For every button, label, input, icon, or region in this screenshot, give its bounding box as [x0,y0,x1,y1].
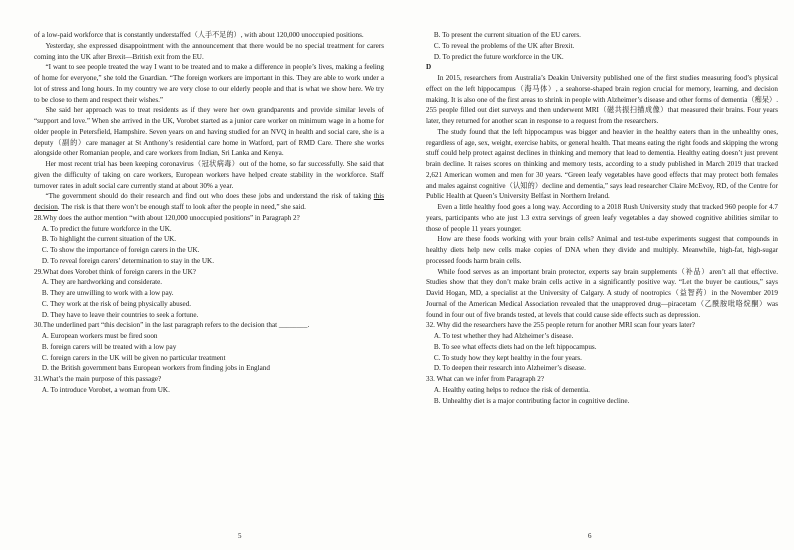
paragraph: The study found that the left hippocampus was bigger and heavier in the healthy eaters than in the unhealthy ones, regardless of age, sex, weight, exercise habits, or general health. That means eating the right foods and skipping the wrong stuff could help protect against declines in thinking and memory that lead to dementia. Healthy eating doesn’t just prevent brain decline. It raises scores on thinking and memory tests, according to a study published in March 2019 that tracked 2,621 American women and men for 30 years. “Green leafy vegetables have good effects that may protect both females and males against cognitive（认知的）decline and dementia,” says lead researcher Claire McEvoy, RD, of the Centre for Public Health at Queen’s University Belfast in Northern Ireland. [426,127,778,201]
answer-option: A. Healthy eating helps to reduce the risk of dementia. [433,385,590,394]
answer-option: A. European workers must be fired soon [41,332,158,340]
paragraph: “I want to see people treated the way I want to be treated and to make a difference in people’s lives, making a feeling of home for everyone,” she told the Guardian. “The foreign workers are important in this. They are able to work under a lot of stress and long hours. In my country we are very close to our elderly people and that is what we show here. We try to be close to them and respect their wishes.” [34,63,384,104]
answer-option: D. To predict the future workforce in the UK. [433,52,564,61]
question-stem: 28.Why does the author mention “with about 120,000 unoccupied positions” in Paragraph 2? [34,213,300,222]
paragraph: Yesterday, she expressed disappointment with the announcement that there would be no special treatment for carers coming into the UK after Brexit—British exit from the EU. [34,41,384,61]
right-column [426,30,778,406]
text-run: . The risk is that there won’t be enough staff to look after the people in need,” she said. [57,203,306,211]
question-stem: 31.What’s the main purpose of this passage? [34,375,162,383]
answer-option: C. To study how they kept healthy in the four years. [433,353,582,362]
answer-option: B. foreign carers will be treated with a low pay [41,342,177,351]
answer-option: D. To deepen their research into Alzheimer’s disease. [433,364,586,373]
paragraph: She said her approach was to treat residents as if they were her own grandparents and provide similar levels of “support and love.” When she arrived in the UK, Vorobet started as a junior care worker on minimum wage in a home for older people in Petersfield, Hampshire. Seven years on and having studied for an NVQ in health and social care, she is a deputy（副的）care manager at St Anthony’s residential care home in Watford, part of RMD Care. There she works alongside other Romanian people, and care workers from Indian, Sri Lanka and Kenya. [34,106,384,158]
answer-option: B. Unhealthy diet is a major contributing factor in cognitive decline. [433,396,630,405]
answer-option: D. the British government bans European workers from finding jobs in England [41,364,270,373]
answer-option: B. They are unwilling to work with a low pay. [41,289,174,297]
answer-option: B. To present the current situation of the EU carers. [433,31,581,39]
answer-option: D. They have to leave their countries to seek a fortune. [41,310,199,319]
paragraph: How are these foods working with your brain cells? Animal and test-tube experiments suggest that compounds in healthy diets help new cells make copies of DNA when they divide and multiply. Meanwhile, high-fat, high-sugar processed foods harm brain cells. [426,235,778,265]
answer-option: D. To reveal foreign carers’ determination to stay in the UK. [41,256,214,265]
paragraph [34,191,384,213]
answer-option: A. To predict the future workforce in the UK. [41,224,172,233]
answer-option: B. To see what effects diets had on the left hippocampus. [433,342,597,351]
answer-option: C. To show the importance of foreign carers in the UK. [41,246,200,254]
paragraph: Even a little healthy food goes a long way. According to a 2018 Rush University study that tracked 960 people for 4.7 years, participants who ate just 1.3 extra servings of green leafy vegetables a day showed cognitive abilities similar to those of people 11 years younger. [426,203,778,233]
underlined-phrase: this decision [34,192,384,211]
answer-option: A. To test whether they had Alzheimer’s disease. [433,332,574,340]
paragraph: Her most recent trial has been keeping coronavirus（冠状病毒）out of the home, so far successfully. She said that given the difficulty of taking on care workers, European workers have helped create stability in the workforce. Staff turnover rates in adult social care currently stand at about 30% a year. [34,160,384,190]
paragraph: While food serves as an important brain protector, experts say brain supplements（补品）aren’t all that effective. Studies show that they don’t make brain cells active in a significantly positive way. “Let the buyer be cautious,” says David Hogan, MD, a specialist at the University of Calgary. A study of nootropics（益智药）in the November 2019 Journal of the American Medical Association revealed that the unapproved drug—piracetam（乙酰胺吡咯烷酮）was found in four out of five brands tested, at levels that could cause side effects such as depression. [426,267,778,319]
answer-option: B. To highlight the current situation of the UK. [41,235,177,244]
answer-option: C. They work at the risk of being physically abused. [41,299,192,308]
left-column [34,30,384,396]
question-stem: 30.The underlined part “this decision” in the last paragraph refers to the decision that ________. [34,321,310,330]
question-stem: 32. Why did the researchers have the 255 people return for another MRI scan four years later? [426,321,695,330]
text-run: “The government should do their research and find out who does these jobs and understand the risk of taking [45,192,374,201]
section-label: D [426,63,432,72]
question-stem: 33. What can we infer from Paragraph 2? [426,375,545,383]
answer-option: A. To introduce Vorobet, a woman from UK. [41,385,170,394]
answer-option: C. foreign carers in the UK will be given no particular treatment [41,353,226,362]
page-number: 5 [238,532,242,540]
answer-option: A. They are hardworking and considerate. [41,278,163,287]
paragraph: In 2015, researchers from Australia’s Deakin University published one of the first studies measuring food’s physical effect on the left hippocampus（海马体）, a seahorse-shaped brain region crucial for memory, learning, and decision making. It is also one of the first areas to shrink in people with Alzheimer’s disease and other forms of dementia（痴呆）. 255 people filled out diet surveys and then underwent MRI（磁共振扫描成像）that measured their brains. Four years later, they returned for another scan in response to a request from the researchers. [426,74,778,125]
question-stem: 29.What does Vorobet think of foreign carers in the UK? [34,267,196,276]
page-number: 6 [588,532,592,540]
answer-option: C. To reveal the problems of the UK after Brexit. [433,41,575,50]
paragraph: of a low-paid workforce that is constantly understaffed（人手不足的）, with about 120,000 unoccupied positions. [34,31,364,39]
